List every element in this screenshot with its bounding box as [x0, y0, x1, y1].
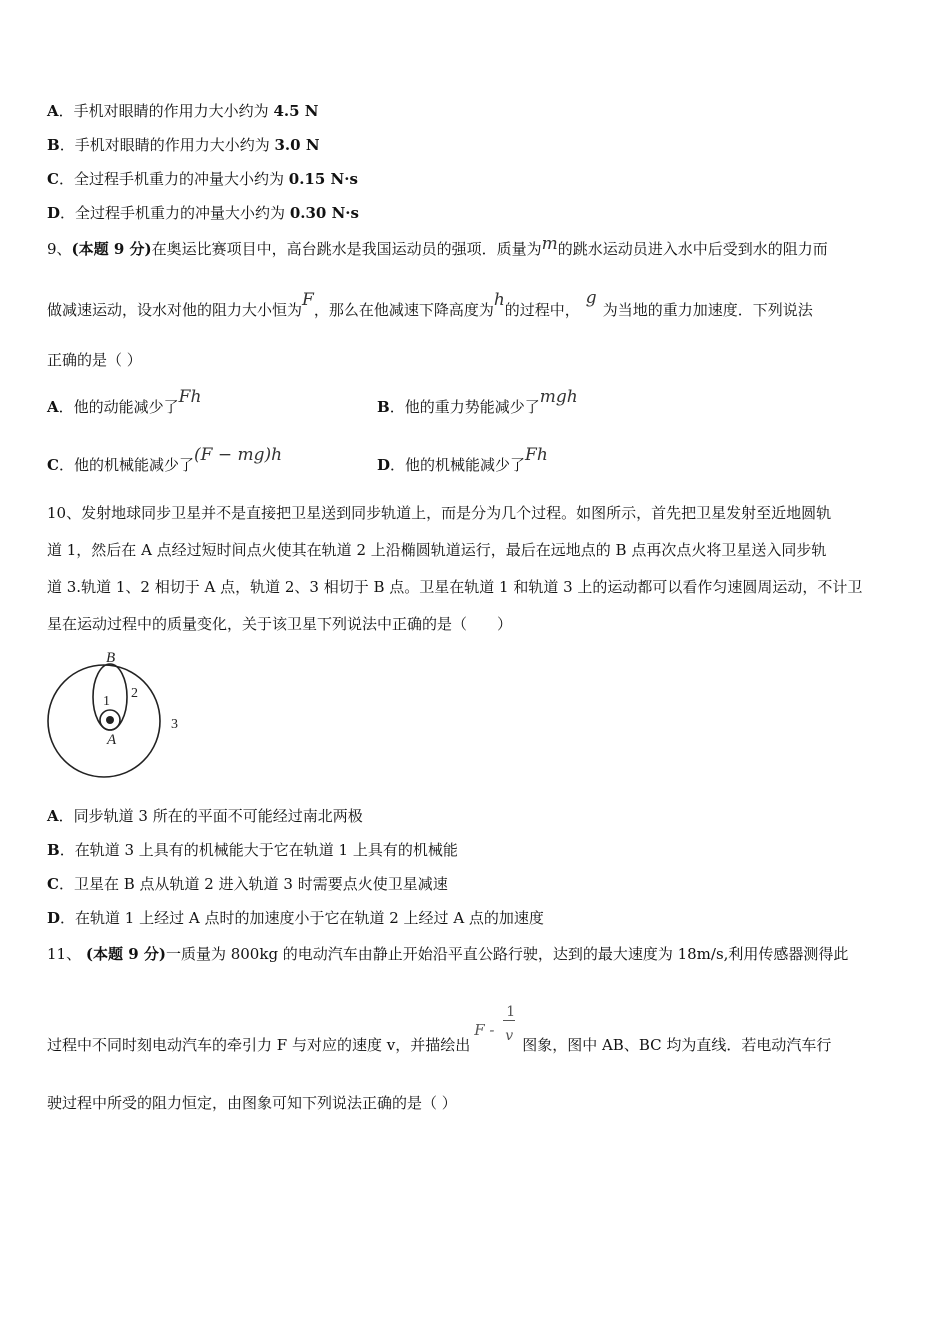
earth-dot	[106, 716, 114, 724]
q11-stem-line1: 11、 (本题 9 分)一质量为 800kg 的电动汽车由静止开始沿平直公路行驶，达到的最大速度为 18m/s,利用传感器测得此	[47, 945, 849, 963]
q10-stem-line2: 道 1，然后在 A 点经过短时间点火使其在轨道 2 上沿椭圆轨道运行，最后在远地点的 B 点再次点火将卫星送入同步轨	[47, 541, 827, 559]
orbit-3-circle	[48, 665, 160, 777]
q9-option-c: C．他的机械能减少了(F − mg)h	[47, 445, 283, 474]
q9-stem-line2: 做减速运动，设水对他的阻力大小恒为F，那么在他减速下降高度为h的过程中，g为当地的重力加速度．下列说法	[47, 288, 813, 319]
q9-option-a: A．他的动能减少了Fh	[47, 387, 202, 416]
q10-stem-line3: 道 3.轨道 1、2 相切于 A 点，轨道 2、3 相切于 B 点。卫星在轨道 1 和轨道 3 上的运动都可以看作匀速圆周运动，不计卫	[47, 578, 863, 596]
label-b: B	[106, 650, 116, 666]
label-3: 3	[171, 717, 178, 732]
label-2: 2	[131, 686, 138, 701]
label-1: 1	[103, 694, 110, 709]
q8-option-d: D．全过程手机重力的冲量大小约为 0.30 N·s	[47, 204, 359, 222]
q10-stem-line4: 星在运动过程中的质量变化，关于该卫星下列说法中正确的是（ ）	[47, 615, 513, 633]
f-over-v-formula: F - 1 v	[474, 1004, 516, 1044]
q10-option-a: A．同步轨道 3 所在的平面不可能经过南北两极	[47, 807, 363, 825]
label-a: A	[107, 732, 117, 748]
q11-stem-line2: 过程中不同时刻电动汽车的牵引力 F 与对应的速度 v，并描绘出 F - 1 v 图象，图中 AB、BC 均为直线．若电动汽车行	[47, 1004, 832, 1054]
q8-option-a: A．手机对眼睛的作用力大小约为 4.5 N	[47, 102, 319, 120]
q9-stem-line1: 9、(本题 9 分)在奥运比赛项目中，高台跳水是我国运动员的强项．质量为m的跳水运动员进入水中后受到水的阻力而	[47, 234, 828, 258]
q10-stem-line1: 10、发射地球同步卫星并不是直接把卫星送到同步轨道上，而是分为几个过程。如图所示，首先把卫星发射至近地圆轨	[47, 504, 832, 522]
q8-option-b: B．手机对眼睛的作用力大小约为 3.0 N	[47, 136, 320, 154]
q10-option-c: C．卫星在 B 点从轨道 2 进入轨道 3 时需要点火使卫星减速	[47, 875, 448, 893]
q10-option-b: B．在轨道 3 上具有的机械能大于它在轨道 1 上具有的机械能	[47, 841, 458, 859]
q9-stem-line3: 正确的是（ ）	[47, 351, 142, 369]
q9-option-d: D．他的机械能减少了Fh	[377, 445, 548, 474]
orbit-diagram	[45, 645, 195, 780]
q11-stem-line3: 驶过程中所受的阻力恒定，由图象可知下列说法正确的是（ ）	[47, 1094, 457, 1112]
q8-option-c: C．全过程手机重力的冲量大小约为 0.15 N·s	[47, 170, 358, 188]
q10-option-d: D．在轨道 1 上经过 A 点时的加速度小于它在轨道 2 上经过 A 点的加速度	[47, 909, 544, 927]
q9-option-b: B．他的重力势能减少了mgh	[377, 387, 578, 416]
